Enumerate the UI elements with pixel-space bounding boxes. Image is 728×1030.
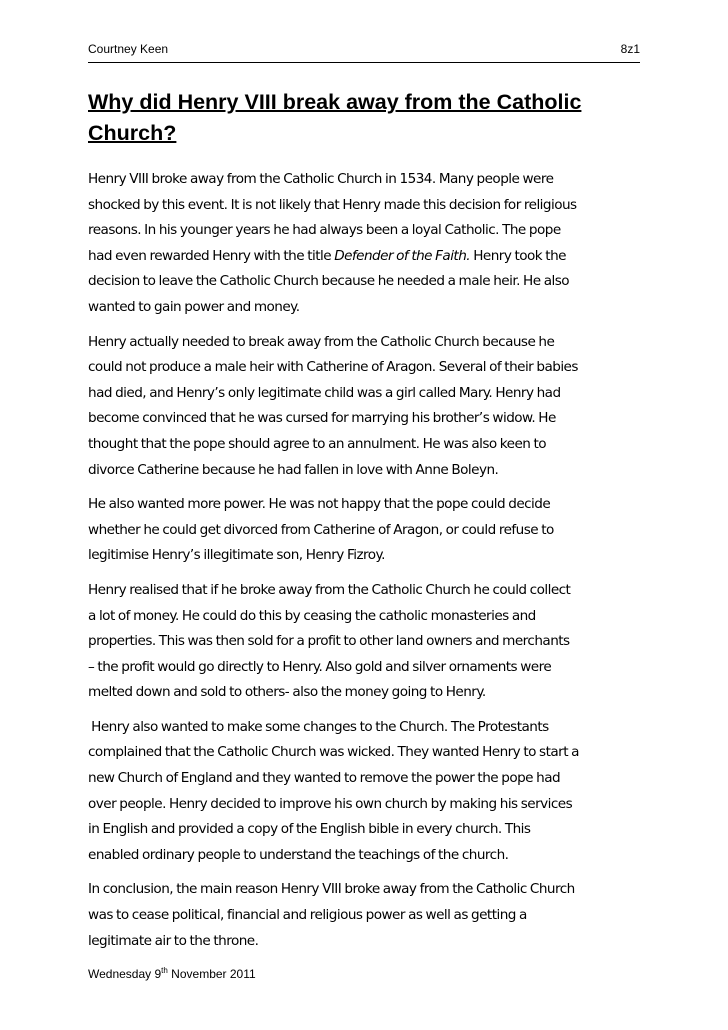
text-line: In conclusion, the main reason Henry VIII broke away from the Catholic Church bbox=[88, 881, 575, 898]
paragraph-intro bbox=[88, 167, 644, 321]
text-line: decision to leave the Catholic Church because he needed a male heir. He also bbox=[88, 273, 570, 290]
text-line: whether he could get divorced from Catherine of Aragon, or could refuse to bbox=[88, 521, 554, 538]
class-code: 8z1 bbox=[620, 42, 640, 56]
paragraph-church-changes bbox=[88, 715, 644, 869]
text-line: Henry realised that if he broke away from the Catholic Church he could collect bbox=[88, 581, 571, 598]
paragraph-male-heir bbox=[88, 330, 644, 484]
text-line: legitimate air to the throne. bbox=[88, 932, 259, 949]
text-line: had died, and Henry’s only legitimate child was a girl called Mary. Henry had bbox=[88, 384, 561, 401]
text-line: become convinced that he was cursed for marrying his brother’s widow. He bbox=[88, 410, 556, 427]
paragraph-conclusion bbox=[88, 877, 644, 954]
text-line: could not produce a male heir with Catherine of Aragon. Several of their babies bbox=[88, 359, 578, 376]
text-line: Henry actually needed to break away from the Catholic Church because he bbox=[88, 333, 555, 350]
text-line: properties. This was then sold for a profit to other land owners and merchants bbox=[88, 633, 570, 650]
page-title: Why did Henry VIII break away from the Catholic Church? bbox=[88, 90, 582, 145]
text-line: was to cease political, financial and religious power as well as getting a bbox=[88, 907, 527, 924]
text-line: He also wanted more power. He was not happy that the pope could decide bbox=[88, 496, 551, 513]
date-suffix: th bbox=[161, 966, 168, 975]
text-line: Henry took the bbox=[470, 247, 566, 264]
text-line: wanted to gain power and money. bbox=[88, 298, 300, 315]
text-line: a lot of money. He could do this by ceasing the catholic monasteries and bbox=[88, 607, 536, 624]
page-header bbox=[88, 40, 640, 63]
text-line: legitimise Henry’s illegitimate son, Henry Fizroy. bbox=[88, 547, 385, 564]
text-line: in English and provided a copy of the English bible in every church. This bbox=[88, 821, 531, 838]
text-line: complained that the Catholic Church was wicked. They wanted Henry to start a bbox=[88, 744, 579, 761]
text-line: over people. Henry decided to improve his own church by making his services bbox=[88, 795, 573, 812]
text-line: divorce Catherine because he had fallen in love with Anne Boleyn. bbox=[88, 461, 499, 478]
text-line: reasons. In his younger years he had always been a loyal Catholic. The pope bbox=[88, 222, 561, 239]
author-name: Courtney Keen bbox=[88, 42, 169, 56]
text-line: thought that the pope should agree to an annulment. He was also keen to bbox=[88, 435, 547, 452]
text-line: shocked by this event. It is not likely that Henry made this decision for religious bbox=[88, 196, 577, 213]
text-line: – the profit would go directly to Henry. Also gold and silver ornaments were bbox=[88, 658, 552, 675]
text-line: Henry also wanted to make some changes to the Church. The Protestants bbox=[88, 718, 549, 735]
date-weekday-day: Wednesday 9 bbox=[88, 967, 162, 981]
emphasis-title: Defender of the Faith. bbox=[334, 247, 471, 264]
text-line: melted down and sold to others- also the money going to Henry. bbox=[88, 684, 486, 701]
text-line: new Church of England and they wanted to remove the power the pope had bbox=[88, 770, 561, 787]
text-line: Henry VIII broke away from the Catholic Church in 1534. Many people were bbox=[88, 171, 554, 187]
text-line: had even rewarded Henry with the title bbox=[88, 247, 335, 264]
date-month-year: November 2011 bbox=[167, 967, 256, 981]
paragraph-money bbox=[88, 578, 644, 706]
paragraph-power bbox=[88, 492, 644, 569]
page-footer-date bbox=[88, 966, 256, 981]
essay-body bbox=[88, 167, 644, 954]
text-line: enabled ordinary people to understand the teachings of the church. bbox=[88, 846, 509, 863]
